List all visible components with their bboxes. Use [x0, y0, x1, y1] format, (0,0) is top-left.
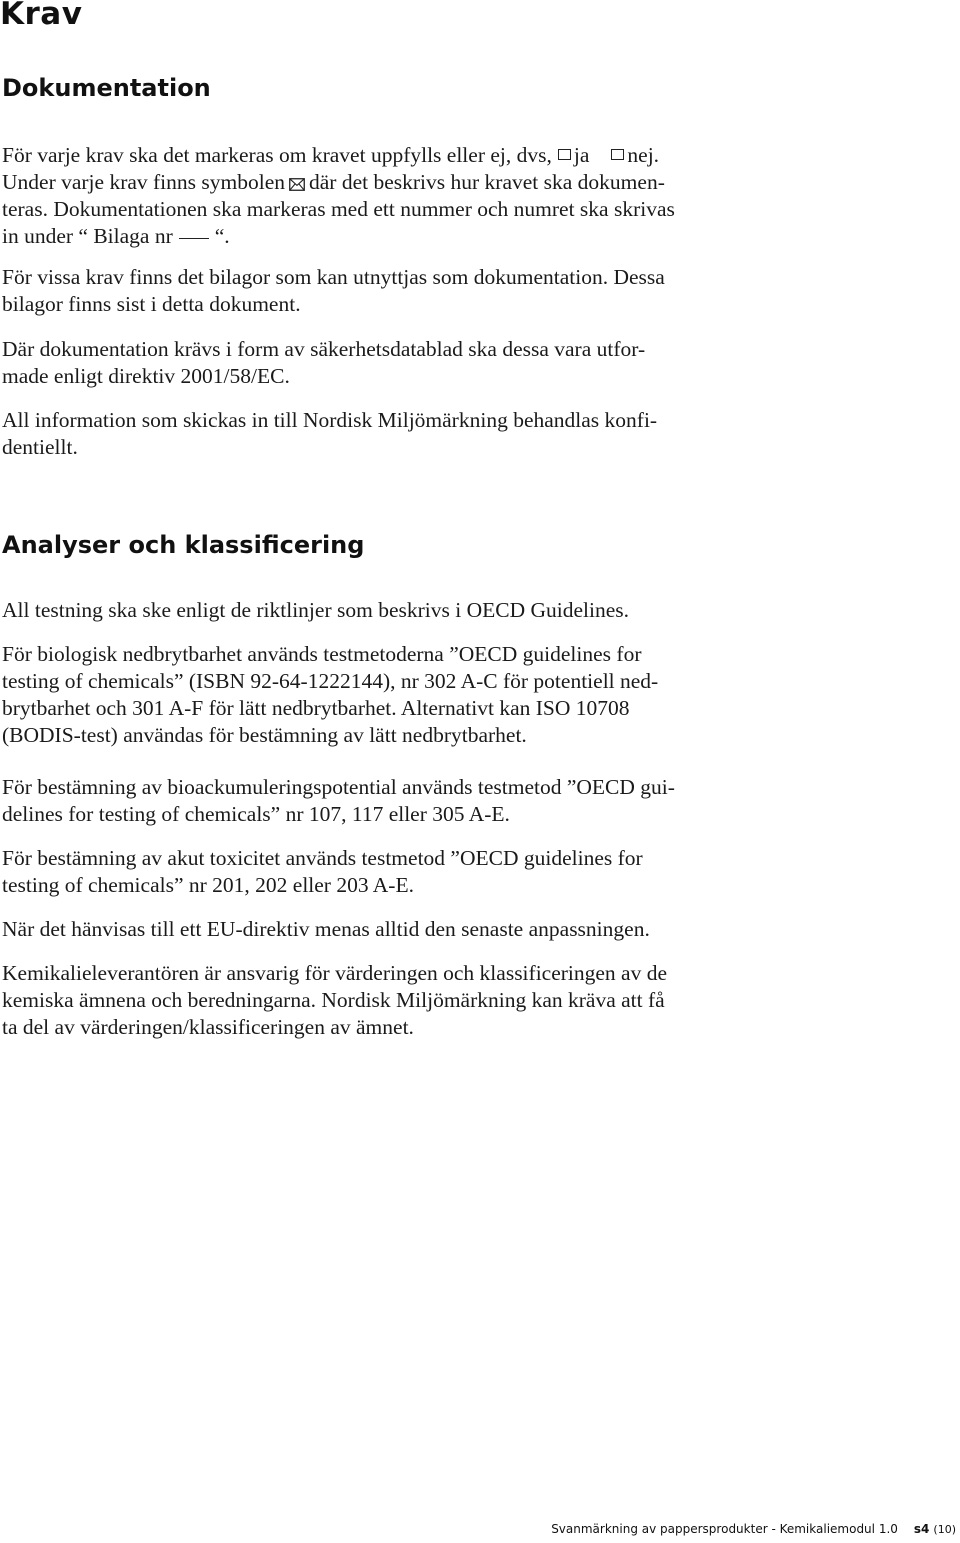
text-line: kemiska ämnena och beredningarna. Nordisk Miljömärkning kan kräva att få [2, 988, 665, 1012]
text-line: Under varje krav finns symbolen där det beskrivs hur kravet ska dokumen- [2, 170, 665, 194]
page-footer [551, 1522, 956, 1536]
text-line: För bestämning av bioackumuleringspotential används testmetod ”OECD gui- [2, 775, 675, 799]
text-line: dentiellt. [2, 435, 78, 459]
section-heading-analyser: Analyser och klassificering [2, 531, 365, 559]
page-title: Krav [0, 0, 83, 32]
mail-icon [289, 178, 305, 191]
paragraph-toxicitet [2, 845, 762, 899]
text-line: För vissa krav finns det bilagor som kan utnyttjas som dokumentation. Dessa [2, 265, 665, 289]
paragraph-nedbrytbarhet [2, 641, 762, 749]
paragraph-bilagor [2, 264, 762, 318]
text-line: För bestämning av akut toxicitet används testmetod ”OECD guidelines for [2, 846, 643, 870]
text-line: bilagor finns sist i detta dokument. [2, 292, 301, 316]
text-line: testing of chemicals” (ISBN 92-64-1222144), nr 302 A-C för potentiell ned- [2, 669, 659, 693]
text-line: All information som skickas in till Nordisk Miljömärkning behandlas konfi- [2, 408, 658, 432]
text-line: teras. Dokumentationen ska markeras med ett nummer och numret ska skrivas [2, 197, 675, 221]
text-line: Kemikalieleverantören är ansvarig för värderingen och klassificeringen av de [2, 961, 668, 985]
footer-text: Svanmärkning av pappersprodukter - Kemikaliemodul 1.0 [551, 1522, 898, 1536]
blank-line [179, 238, 209, 239]
text-line: Där dokumentation krävs i form av säkerhetsdatablad ska dessa vara utfor- [2, 337, 646, 361]
text-line: När det hänvisas till ett EU-direktiv menas alltid den senaste anpassningen. [2, 917, 650, 941]
text-line: brytbarhet och 301 A-F för lätt nedbrytbarhet. Alternativt kan ISO 10708 [2, 696, 630, 720]
paragraph-eu-direktiv [2, 916, 762, 943]
text-line: För varje krav ska det markeras om kravet uppfylls eller ej, dvs, ja nej. [2, 143, 660, 167]
paragraph-bioackumulering [2, 774, 762, 828]
text-line: delines for testing of chemicals” nr 107, 117 eller 305 A-E. [2, 802, 510, 826]
text-line: (BODIS-test) användas för bestämning av lätt nedbrytbarhet. [2, 723, 527, 747]
text-line: made enligt direktiv 2001/58/EC. [2, 364, 290, 388]
text-line: testing of chemicals” nr 201, 202 eller 203 A-E. [2, 873, 414, 897]
checkbox-icon [558, 149, 571, 160]
text-line: in under “ Bilaga nr “. [2, 224, 230, 248]
paragraph-instructions [2, 142, 772, 250]
paragraph-konfidentiellt [2, 407, 762, 461]
page-number: s4 [913, 1522, 930, 1536]
paragraph-oecd [2, 597, 762, 624]
checkbox-icon [611, 149, 624, 160]
paragraph-sakerhetsdatablad [2, 336, 762, 390]
paragraph-kemikalieleverantor [2, 960, 762, 1041]
page-total: (10) [933, 1523, 956, 1536]
text-line: All testning ska ske enligt de riktlinjer som beskrivs i OECD Guidelines. [2, 598, 630, 622]
text-line: ta del av värderingen/klassificeringen av ämnet. [2, 1015, 414, 1039]
text-line: För biologisk nedbrytbarhet används testmetoderna ”OECD guidelines for [2, 642, 642, 666]
section-heading-dokumentation: Dokumentation [2, 74, 211, 102]
